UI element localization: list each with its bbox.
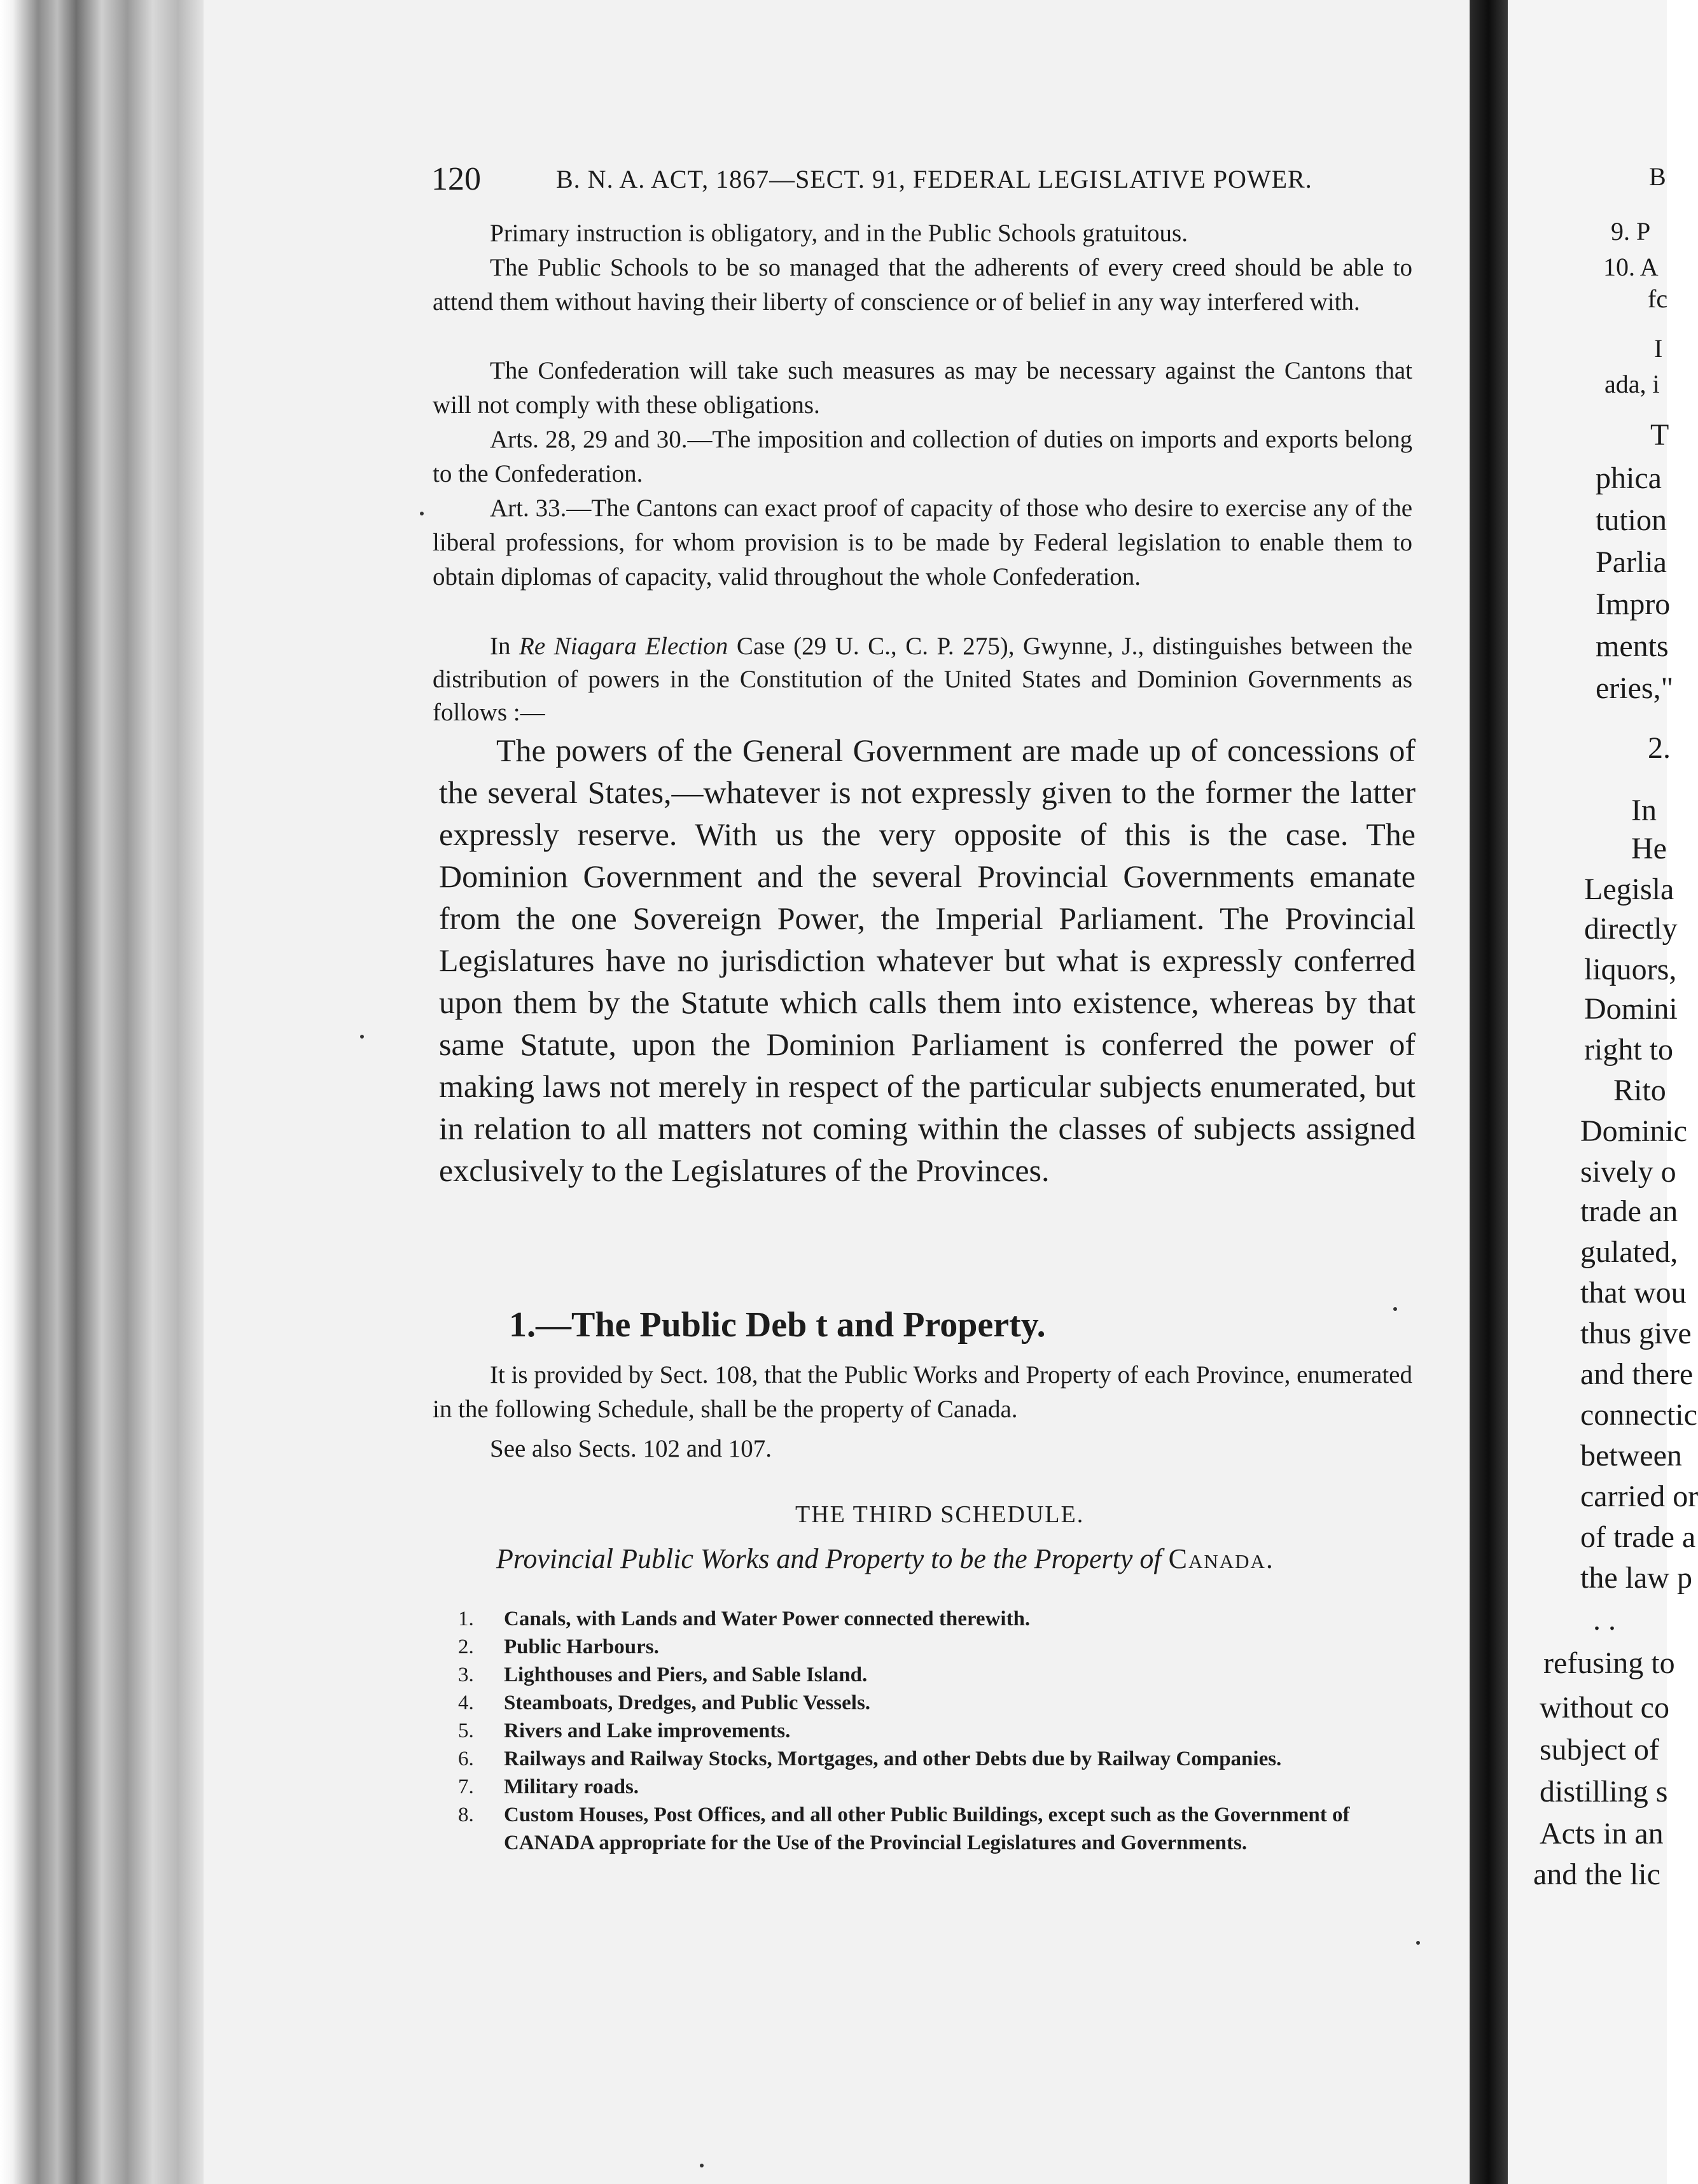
right-page-line: directly [1584,912,1678,946]
right-page-line: of trade a [1580,1520,1696,1554]
scan-speck [1416,1941,1420,1945]
section-body: It is provided by Sect. 108, that the Public Works and Property of each Province, enumerated in the following Schedule, shall be the property of Canada. [433,1361,1412,1423]
page-header [431,160,1398,199]
right-page-line: without co [1540,1691,1669,1725]
right-page-line: B [1649,162,1666,191]
schedule-item-text: Canals, with Lands and Water Power connected therewith. [504,1607,1031,1630]
running-title: B. N. A. ACT, 1867—SECT. 91, FEDERAL LEGISLATIVE POWER. [556,165,1312,193]
right-page-line: right to [1584,1033,1673,1067]
right-page-line: T [1650,418,1669,452]
right-page-line: phica [1596,461,1662,495]
schedule-item [458,1605,1425,1633]
schedule-item-number: 5. [458,1719,474,1742]
paragraph-primary-instruction: Primary instruction is obligatory, and in the Public Schools gratuitous. [490,220,1188,247]
right-page-line: ments [1596,629,1669,663]
schedule-item-text: Steamboats, Dredges, and Public Vessels. [504,1691,871,1714]
right-page-line: In [1631,794,1657,827]
right-page-line: 10. A [1603,253,1659,281]
right-page-line: subject of [1540,1733,1659,1767]
right-page-line: . . [1593,1603,1616,1637]
schedule-item [458,1801,1425,1857]
paragraph-art-33: Art. 33.—The Cantons can exact proof of capacity of those who desire to exercise any of the liberal professions, for whom provision is to be made by Federal legislation to enable them to obtain diplomas of capacity, valid throughout the whole Confederation. [433,494,1412,591]
right-page-line: Dominic [1580,1114,1687,1148]
schedule-item [458,1773,1425,1801]
paragraph-arts-28-30: Arts. 28, 29 and 30.—The imposition and collection of duties on imports and exports belong to the Confederation. [433,426,1412,487]
case-name: Re Niagara Election [519,633,728,660]
page-stack-edge [0,0,204,2184]
right-page-line: Rito [1613,1074,1666,1107]
right-page-line: between [1580,1439,1682,1473]
note-prefix: In [490,633,520,660]
right-page-line: and there [1580,1357,1694,1391]
see-also-line: See also Sects. 102 and 107. [490,1435,772,1462]
right-page-line: 9. P [1611,217,1651,246]
right-page-line: fc [1648,284,1668,313]
schedule-subtitle-canada: Canada. [1168,1543,1274,1574]
schedule-item-text: Lighthouses and Piers, and Sable Island. [504,1663,868,1686]
schedule-item [458,1745,1425,1773]
right-page-line: tution [1596,503,1667,537]
right-page-line: liquors, [1584,953,1677,986]
schedule-item-number: 3. [458,1663,474,1686]
right-page-line: 2. [1648,731,1671,765]
schedule-item-number: 1. [458,1607,474,1630]
scan-speck [360,1035,364,1039]
right-page-line: and the lic [1533,1858,1660,1891]
schedule-item [458,1633,1425,1661]
right-page-line: distilling s [1540,1775,1668,1809]
quoted-judgment: The powers of the General Government are made up of concessions of the several States,—whatever is not expressly given to the former the latter expressly reserve. With us the very opposite of this is the case. The Dominion Government and the several Provincial Governments emanate from the one Sovereign Power, the Imperial Parliament. The Provincial Legislatures have no jurisdiction whatever but what is expressly conferred upon them by the Statute which calls them into existence, whereas by that same Statute, upon the Dominion Parliament is conferred the power of making laws not merely in respect of the particular subjects enumerated, but in relation to all matters not coming within the classes of subjects assigned exclusively to the Legislatures of the Provinces. [439,732,1416,1188]
schedule-item-number: 8. [458,1803,474,1826]
paragraph-public-schools: The Public Schools to be so managed that the adherents of every creed should be able to attend them without having their liberty of conscience or of belief in any way interfered with. [433,254,1412,316]
right-page-line: thus give [1580,1317,1692,1350]
schedule-item-text: Custom Houses, Post Offices, and all other Public Buildings, except such as the Government of CANADA appropriate for the Use of the Provincial Legislatures and Governments. [504,1803,1350,1854]
schedule-list [458,1605,1425,1857]
right-page-line: Impro [1596,587,1671,621]
right-page-line: I [1654,334,1663,363]
section-heading: 1.—The Public Deb t and Property. [509,1305,1046,1345]
right-page-line: carried or [1580,1480,1698,1513]
schedule-item-number: 2. [458,1635,474,1658]
right-page-line: eries," [1596,671,1674,705]
right-page-line: sively o [1580,1155,1676,1189]
scan-speck [420,512,424,515]
schedule-item-text: Public Harbours. [504,1635,659,1658]
schedule-item-number: 4. [458,1691,474,1714]
schedule-item-number: 7. [458,1775,474,1798]
right-page-line: that wou [1580,1276,1687,1310]
book-gutter [1470,0,1508,2184]
right-page-line: He [1631,832,1667,865]
schedule-item [458,1689,1425,1717]
right-page-line: Parlia [1596,545,1667,579]
paragraph-confederation-measures: The Confederation will take such measures as may be necessary against the Cantons that will not comply with these obligations. [433,357,1412,419]
right-page-line: connectic [1580,1398,1697,1432]
right-page-line: Acts in an [1540,1817,1664,1851]
schedule-item-text: Rivers and Lake improvements. [504,1719,791,1742]
schedule-item [458,1661,1425,1689]
right-page-line: ada, i [1604,370,1660,398]
niagara-election-note [433,630,1412,729]
right-page-line: the law p [1580,1561,1692,1595]
right-page-line: Domini [1584,992,1678,1026]
schedule-item [458,1717,1425,1745]
scan-speck [700,2164,704,2167]
right-page-line: gulated, [1580,1235,1678,1269]
right-page-line: refusing to [1543,1646,1675,1680]
schedule-item-text: Military roads. [504,1775,639,1798]
schedule-subtitle-text: Provincial Public Works and Property to be the Property of [496,1543,1162,1574]
schedule-item-number: 6. [458,1747,474,1770]
right-page-line: trade an [1580,1194,1678,1228]
page-number: 120 [431,161,481,197]
scan-speck [1393,1307,1397,1311]
note-body: Case (29 U. C., C. P. 275), Gwynne, J., distinguishes between the distribution of powers in the Constitution of the United States and Dominion Governments as follows :— [433,633,1413,726]
right-page-line: Legisla [1584,872,1674,906]
schedule-subtitle [496,1543,1274,1575]
schedule-item-text: Railways and Railway Stocks, Mortgages, and other Debts due by Railway Companies. [504,1747,1282,1770]
schedule-title: THE THIRD SCHEDULE. [795,1501,1085,1528]
